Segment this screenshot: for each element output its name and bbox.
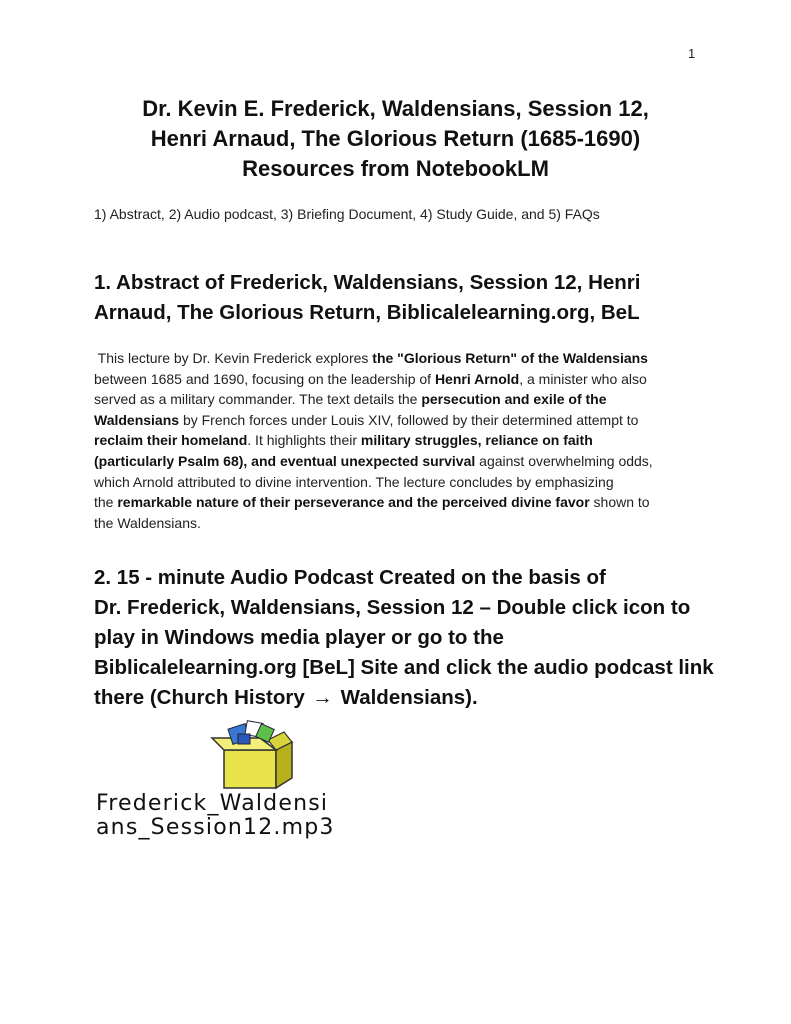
podcast-heading-line-3: play in Windows media player or go to the [94,626,504,649]
abstract-emphasis: the "Glorious Return" of the Waldensians [372,350,648,366]
arrow-right-icon: → [312,686,333,709]
podcast-text: Waldensians). [334,686,478,709]
abstract-text: , a minister who also [519,370,647,387]
title-line-2: Henri Arnaud, The Glorious Return (1685-1690) [150,126,641,151]
document-title [0,94,791,184]
abstract-emphasis: remarkable nature of their perseverance and the perceived divine favor [117,494,590,511]
podcast-heading-line-4: Biblicalelearning.org [BeL] Site and click the audio podcast link [94,656,714,679]
podcast-heading-line-1: 2. 15 - minute Audio Podcast Created on the basis of [94,566,606,589]
abstract-text: between 1685 and 1690, focusing on the leadership of [94,370,435,387]
mp3-filename-line-2: ans_Session12.mp3 [96,815,335,840]
abstract-emphasis: (particularly Psalm 68), and eventual unexpected survival [94,452,476,469]
title-line-1: Dr. Kevin E. Frederick, Waldensians, Session 12, [142,96,649,121]
abstract-text: This lecture by Dr. Kevin Frederick explores [94,350,373,366]
page-number: 1 [688,46,696,61]
resources-list: 1) Abstract, 2) Audio podcast, 3) Briefing Document, 4) Study Guide, and 5) FAQs [94,206,600,222]
abstract-paragraph [94,348,714,533]
abstract-emphasis: reclaim their homeland [94,432,248,449]
abstract-text: by French forces under Louis XIV, followed by their determined attempt to [179,411,639,428]
abstract-emphasis: persecution and exile of the [421,391,607,408]
abstract-heading-line-1: 1. Abstract of Frederick, Waldensians, Session 12, Henri [94,271,641,294]
abstract-heading-line-2: Arnaud, The Glorious Return, Biblicalelearning.org, BeL [94,301,640,324]
abstract-text: . It highlights their [247,432,361,449]
mp3-filename[interactable] [96,792,335,840]
podcast-heading [94,563,734,713]
abstract-text: which Arnold attributed to divine intervention. The lecture concludes by emphasizing [94,473,614,490]
abstract-emphasis: Waldensians [94,411,180,428]
podcast-text: there (Church History [94,686,311,709]
package-icon [202,720,298,790]
abstract-emphasis: Henri Arnold [434,370,520,387]
abstract-text: the Waldensians. [94,514,201,531]
abstract-heading [94,268,734,328]
abstract-text: the [94,494,118,511]
abstract-text: served as a military commander. The text details the [94,391,422,408]
title-line-3: Resources from NotebookLM [242,156,549,181]
podcast-heading-line-2: Dr. Frederick, Waldensians, Session 12 – Double click icon to [94,596,691,619]
mp3-filename-line-1: Frederick_Waldensi [96,791,329,816]
abstract-emphasis: military struggles, reliance on faith [360,432,593,449]
mp3-attachment[interactable] [96,720,416,840]
abstract-text: against overwhelming odds, [475,452,653,469]
podcast-heading-line-5 [94,683,734,713]
abstract-text: shown to [589,494,650,511]
